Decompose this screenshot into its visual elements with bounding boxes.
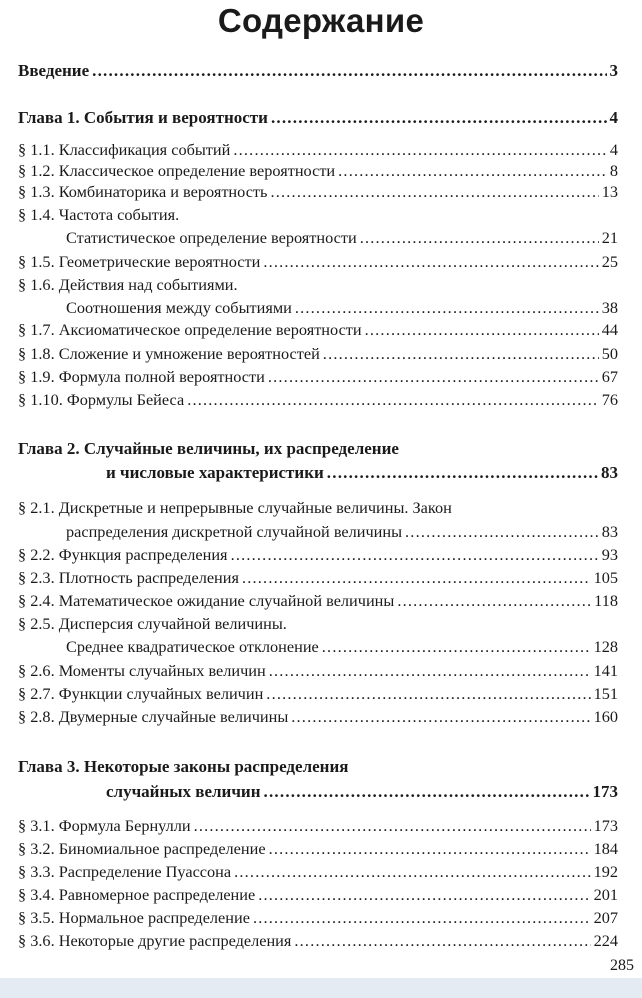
toc-section-1-7 — [18, 320, 618, 340]
toc-section-2-6 — [18, 661, 618, 681]
toc-page: 44 — [601, 320, 618, 339]
toc-label: Глава 1. События и вероятности — [18, 108, 268, 127]
toc-label: § 2.6. Моменты случайных величин — [18, 661, 266, 680]
toc-label: распределения дискретной случайной величины — [66, 522, 403, 541]
toc-section-1-10 — [18, 390, 618, 410]
toc-page: 207 — [593, 908, 618, 927]
toc-leader — [338, 161, 607, 181]
toc-leader — [269, 661, 591, 681]
toc-leader — [270, 182, 598, 202]
toc-label: § 2.7. Функции случайных величин — [18, 684, 264, 703]
toc-label: § 3.2. Биномиальное распределение — [18, 839, 266, 858]
toc-page: 76 — [601, 390, 618, 409]
toc-page: 13 — [601, 182, 618, 201]
toc-page: 8 — [609, 161, 618, 180]
toc-label: Среднее квадратическое отклонение — [66, 637, 319, 656]
toc-section-3-5 — [18, 908, 618, 928]
toc-page: 67 — [601, 367, 618, 386]
toc-section-3-2 — [18, 839, 618, 859]
toc-section-2-4 — [18, 591, 618, 611]
toc-label: § 1.2. Классическое определение вероятности — [18, 161, 336, 180]
toc-label: § 3.3. Распределение Пуассона — [18, 862, 232, 881]
toc-leader — [264, 782, 590, 802]
toc-label: § 1.1. Классификация событий — [18, 140, 231, 159]
toc-section-1-1 — [18, 140, 618, 160]
toc-label: Статистическое определение вероятности — [66, 228, 357, 247]
page-number: 285 — [610, 957, 634, 974]
toc-page: 201 — [593, 885, 618, 904]
toc-leader — [266, 684, 590, 704]
toc-leader — [253, 908, 591, 928]
toc-chapter-3 — [106, 782, 618, 802]
toc-leader — [258, 885, 590, 905]
toc-page: 128 — [593, 637, 618, 656]
toc-leader — [92, 61, 606, 81]
toc-label: § 2.8. Двумерные случайные величины — [18, 707, 289, 726]
toc-leader — [234, 862, 590, 882]
toc-section-2-2 — [18, 545, 618, 565]
toc-leader — [327, 463, 598, 483]
toc-chapter-3-title: Глава 3. Некоторые законы распределения — [18, 757, 349, 776]
toc-page: 160 — [593, 707, 618, 726]
toc-section-3-3 — [18, 862, 618, 882]
toc-label: § 1.3. Комбинаторика и вероятность — [18, 182, 268, 201]
toc-leader — [233, 140, 607, 160]
toc-page: 184 — [593, 839, 618, 858]
toc-page: 83 — [601, 522, 618, 541]
toc-leader — [397, 591, 591, 611]
toc-leader — [194, 816, 591, 836]
toc-section-1-2 — [18, 161, 618, 181]
toc-page: 93 — [601, 545, 618, 564]
toc-leader — [294, 931, 590, 951]
toc-leader — [231, 545, 599, 565]
toc-section-2-3 — [18, 568, 618, 588]
toc-section-1-5 — [18, 252, 618, 272]
toc-section-1-4 — [66, 228, 618, 248]
toc-label: § 1.10. Формулы Бейеса — [18, 390, 185, 409]
toc-label: и числовые характеристики — [106, 463, 324, 482]
toc-section-3-1 — [18, 816, 618, 836]
toc-page: 4 — [609, 140, 618, 159]
toc-page: 83 — [601, 463, 618, 482]
toc-section-1-6-title: § 1.6. Действия над событиями. — [18, 275, 238, 294]
toc-page: 105 — [593, 568, 618, 587]
toc-entry-intro — [18, 61, 618, 81]
toc-section-3-4 — [18, 885, 618, 905]
toc-leader — [263, 252, 598, 272]
toc-chapter-1 — [18, 108, 618, 128]
toc-label: § 1.9. Формула полной вероятности — [18, 367, 265, 386]
toc-section-2-5 — [66, 637, 618, 657]
toc-leader — [187, 390, 599, 410]
toc-page: 38 — [601, 298, 618, 317]
toc-label: § 2.2. Функция распределения — [18, 545, 228, 564]
toc-section-1-3 — [18, 182, 618, 202]
toc-label: § 2.4. Математическое ожидание случайной величины — [18, 591, 395, 610]
page-title: Содержание — [217, 2, 425, 39]
toc-section-2-1-title: § 2.1. Дискретные и непрерывные случайные величины. Закон — [18, 498, 452, 517]
toc-section-2-7 — [18, 684, 618, 704]
toc-page: 141 — [593, 661, 618, 680]
toc-page: 173 — [593, 816, 618, 835]
toc-page: 173 — [592, 782, 618, 801]
toc-page: 118 — [594, 591, 618, 610]
toc-leader — [295, 298, 599, 318]
toc-page: 25 — [601, 252, 618, 271]
toc-leader — [360, 228, 599, 248]
toc-page: 224 — [593, 931, 618, 950]
toc-chapter-2 — [106, 463, 618, 483]
toc-section-1-9 — [18, 367, 618, 387]
toc-page: 21 — [601, 228, 618, 247]
toc-label: § 3.4. Равномерное распределение — [18, 885, 256, 904]
toc-label: § 3.5. Нормальное распределение — [18, 908, 250, 927]
toc-leader — [268, 367, 599, 387]
toc-leader — [322, 637, 591, 657]
toc-label: Введение — [18, 61, 90, 80]
toc-leader — [405, 522, 599, 542]
toc-label: § 1.8. Сложение и умножение вероятностей — [18, 344, 320, 363]
toc-section-2-8 — [18, 707, 618, 727]
toc-page: 3 — [609, 61, 618, 80]
toc-leader — [291, 707, 590, 727]
toc-label: случайных величин — [106, 782, 261, 801]
bottom-scroll-strip — [0, 978, 642, 998]
toc-page: 192 — [593, 862, 618, 881]
toc-section-3-6 — [18, 931, 618, 951]
toc-leader — [323, 344, 599, 364]
toc-section-2-1 — [66, 522, 618, 542]
toc-section-1-6 — [66, 298, 618, 318]
toc-leader — [365, 320, 599, 340]
toc-leader — [242, 568, 591, 588]
toc-label: Соотношения между событиями — [66, 298, 292, 317]
toc-label: § 1.5. Геометрические вероятности — [18, 252, 261, 271]
toc-section-1-4-title: § 1.4. Частота события. — [18, 205, 180, 224]
toc-page: 50 — [601, 344, 618, 363]
toc-label: § 3.6. Некоторые другие распределения — [18, 931, 292, 950]
toc-chapter-2-title: Глава 2. Случайные величины, их распределение — [18, 439, 399, 458]
toc-leader — [271, 108, 607, 128]
toc-section-2-5-title: § 2.5. Дисперсия случайной величины. — [18, 614, 287, 633]
toc-page: 4 — [609, 108, 618, 127]
toc-page: 151 — [593, 684, 618, 703]
toc-label: § 3.1. Формула Бернулли — [18, 816, 191, 835]
toc-leader — [269, 839, 591, 859]
toc-label: § 1.7. Аксиоматическое определение вероятности — [18, 320, 362, 339]
toc-label: § 2.3. Плотность распределения — [18, 568, 239, 587]
toc-section-1-8 — [18, 344, 618, 364]
